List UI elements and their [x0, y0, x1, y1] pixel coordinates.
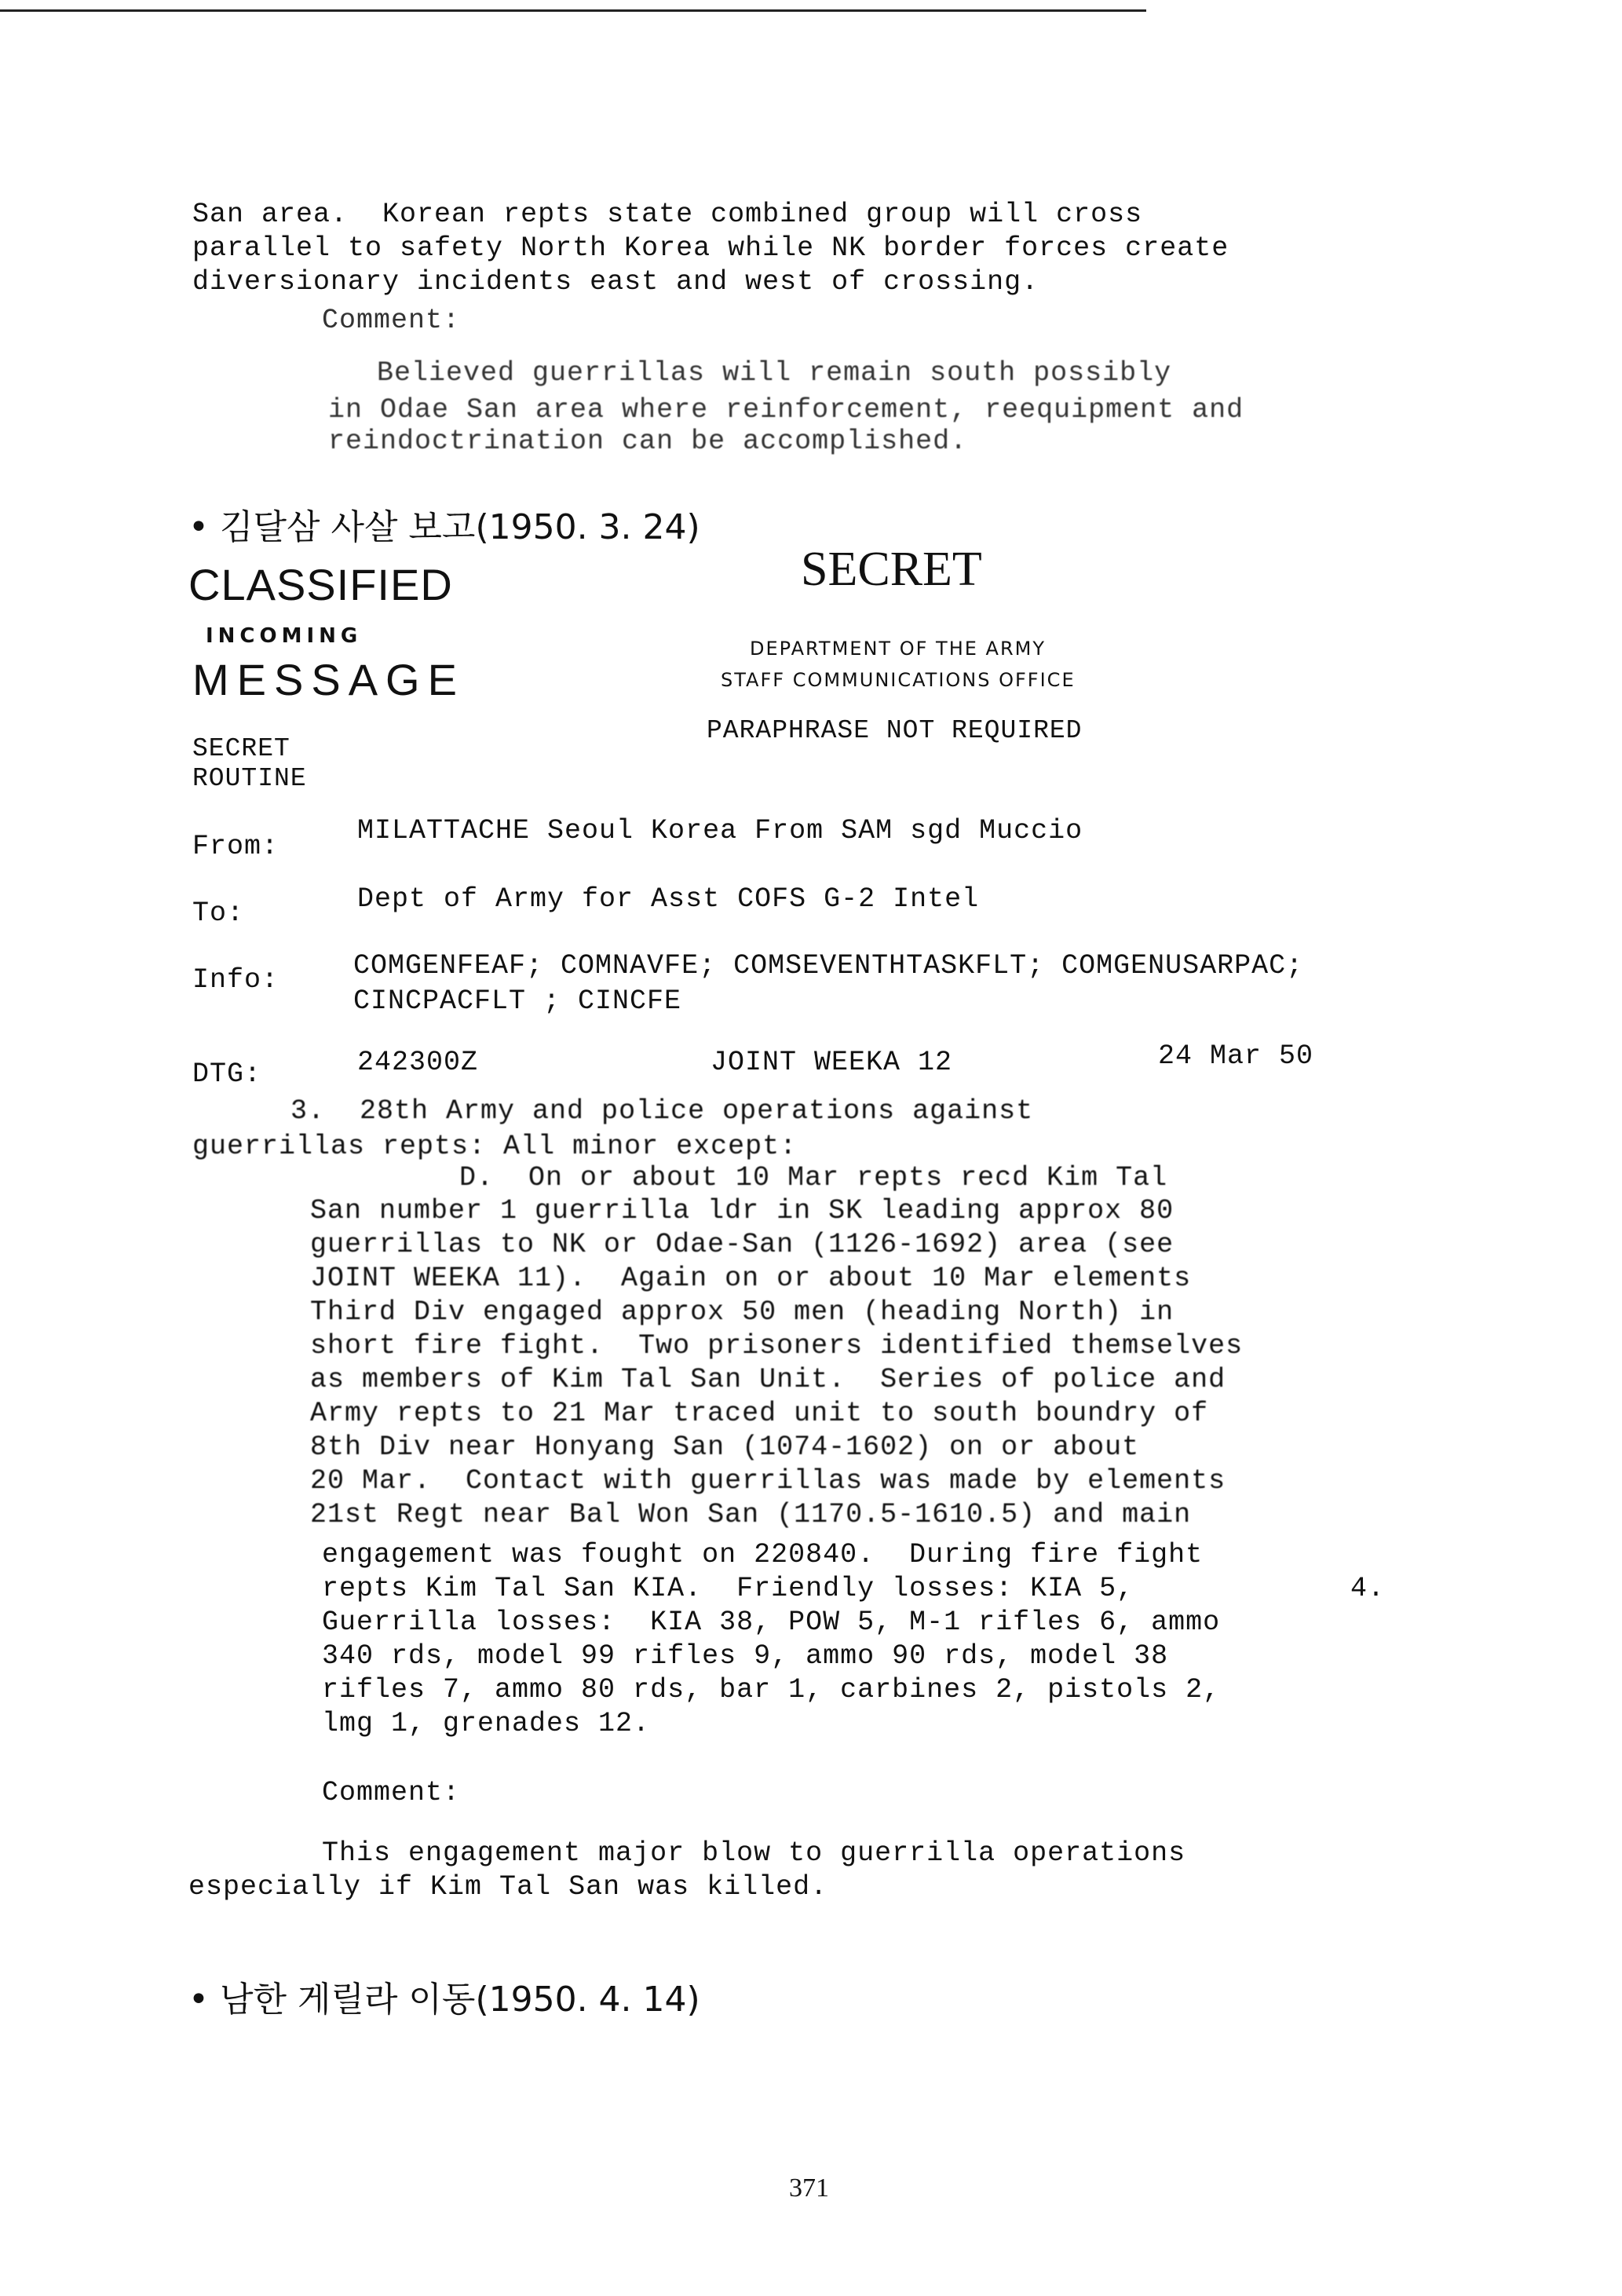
info-value-2: CINCPACFLT ; CINCFE	[353, 985, 682, 1017]
info-value-1: COMGENFEAF; COMNAVFE; COMSEVENTHTASKFLT; COMGENUSARPAC;	[353, 950, 1304, 982]
paraD-line-1: D. On or about 10 Mar repts recd Kim Tal	[459, 1162, 1168, 1194]
paraD-line-13: repts Kim Tal San KIA. Friendly losses: KIA 5,	[322, 1573, 1134, 1604]
paraphrase-label: PARAPHRASE NOT REQUIRED	[707, 716, 1083, 745]
para3-line-1: 3. 28th Army and police operations against	[290, 1095, 1034, 1127]
paraD-line-14: Guerrilla losses: KIA 38, POW 5, M-1 rifles 6, ammo	[322, 1607, 1221, 1638]
info-label: Info:	[192, 964, 279, 996]
intro-comment-label: Comment:	[322, 305, 461, 336]
top-rule	[0, 9, 1146, 12]
paraD-line-3: guerrillas to NK or Odae-San (1126-1692) area (see	[310, 1229, 1174, 1260]
intro-line-3: diversionary incidents east and west of crossing.	[192, 266, 1039, 298]
office-label: STAFF COMMUNICATIONS OFFICE	[721, 669, 1076, 691]
body-comment-line-2: especially if Kim Tal San was killed.	[188, 1871, 828, 1903]
paraD-line-11: 21st Regt near Bal Won San (1170.5-1610.5) and main	[310, 1499, 1192, 1530]
paraD-line-17: lmg 1, grenades 12.	[322, 1708, 651, 1739]
department-label: DEPARTMENT OF THE ARMY	[750, 638, 1046, 660]
wia-mark: 4.	[1350, 1573, 1386, 1604]
routine-label: ROUTINE	[192, 764, 307, 793]
paraD-line-5: Third Div engaged approx 50 men (heading North) in	[310, 1296, 1174, 1328]
intro-comment-line-1: Believed guerrillas will remain south possibly	[377, 357, 1172, 389]
section-title-1: • 김달삼 사살 보고(1950. 3. 24)	[188, 507, 700, 547]
dtg-value: 242300Z	[357, 1047, 479, 1078]
paraD-line-16: rifles 7, ammo 80 rds, bar 1, carbines 2, pistols 2,	[322, 1674, 1221, 1706]
joint-weeka-ref: JOINT WEEKA 12	[711, 1047, 953, 1078]
message-label: MESSAGE	[192, 655, 465, 704]
para3-line-2: guerrillas repts: All minor except:	[192, 1131, 798, 1162]
intro-line-2: parallel to safety North Korea while NK border forces create	[192, 232, 1229, 264]
from-value: MILATTACHE Seoul Korea From SAM sgd Muccio	[357, 815, 1083, 846]
paraD-line-9: 8th Div near Honyang San (1074-1602) on or about	[310, 1431, 1140, 1463]
classified-label: CLASSIFIED	[188, 560, 453, 609]
secret-stamp: SECRET	[801, 543, 982, 596]
paraD-line-15: 340 rds, model 99 rifles 9, ammo 90 rds, model 38	[322, 1640, 1169, 1672]
message-date: 24 Mar 50	[1158, 1040, 1314, 1072]
dtg-label: DTG:	[192, 1058, 262, 1090]
incoming-label: INCOMING	[206, 624, 363, 648]
to-value: Dept of Army for Asst COFS G-2 Intel	[357, 883, 980, 915]
page-number: 371	[789, 2174, 829, 2203]
to-label: To:	[192, 898, 245, 929]
paraD-line-12: engagement was fought on 220840. During fire fight	[322, 1539, 1204, 1570]
paraD-line-4: JOINT WEEKA 11). Again on or about 10 Mar elements	[310, 1263, 1192, 1294]
intro-comment-line-3: reindoctrination can be accomplished.	[328, 426, 968, 457]
body-comment-line-1: This engagement major blow to guerrilla operations	[322, 1837, 1186, 1869]
section-title-2: • 남한 게릴라 이동(1950. 4. 14)	[188, 1980, 700, 2020]
intro-line-1: San area. Korean repts state combined group will cross	[192, 199, 1143, 230]
paraD-line-8: Army repts to 21 Mar traced unit to south boundry of	[310, 1398, 1209, 1429]
paraD-line-10: 20 Mar. Contact with guerrillas was made by elements	[310, 1465, 1226, 1497]
paraD-line-7: as members of Kim Tal San Unit. Series of police and	[310, 1364, 1226, 1395]
from-label: From:	[192, 831, 279, 862]
paraD-line-6: short fire fight. Two prisoners identified themselves	[310, 1330, 1244, 1362]
body-comment-label: Comment:	[322, 1777, 461, 1808]
paraD-line-2: San number 1 guerrilla ldr in SK leading approx 80	[310, 1195, 1174, 1227]
intro-comment-line-2: in Odae San area where reinforcement, reequipment and	[328, 394, 1244, 426]
secret-small-label: SECRET	[192, 734, 290, 763]
